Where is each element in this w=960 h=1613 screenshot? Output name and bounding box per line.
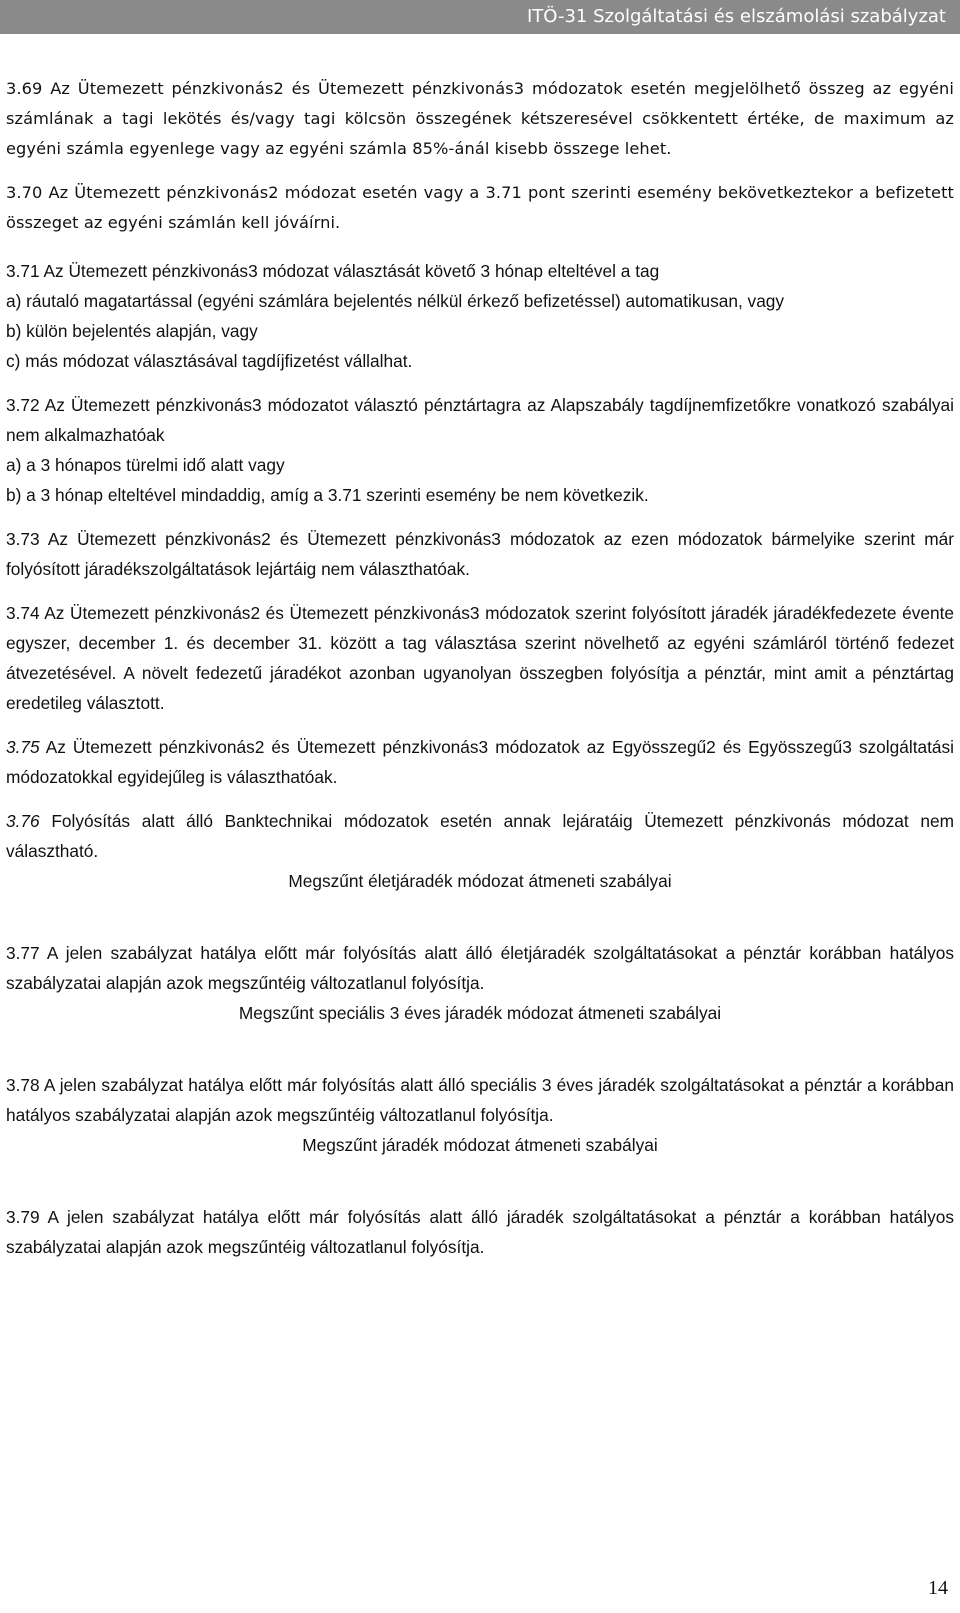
paragraph-3-71-item-c: c) más módozat választásával tagdíjfizetést vállalhat. [6,351,413,371]
page-header [0,0,960,34]
header-title: ITÖ-31 Szolgáltatási és elszámolási szabályzat [526,6,946,27]
paragraph-3-71-item-b: b) külön bejelentés alapján, vagy [6,321,258,341]
section-heading-jaradek: Megszűnt járadék módozat átmeneti szabályai [302,1135,658,1155]
section-heading-eletjaradek: Megszűnt életjáradék módozat átmeneti szabályai [288,871,672,891]
paragraph-3-76 [6,806,954,866]
paragraph-3-77: 3.77 A jelen szabályzat hatálya előtt már folyósítás alatt álló életjáradék szolgáltatásokat a pénztár korábban hatályos szabályzatai alapján azok megszűntéig változatlanul folyósítja. [6,943,954,993]
document-body [6,74,954,1262]
paragraph-3-69: 3.69 Az Ütemezett pénzkivonás2 és Ütemezett pénzkivonás3 módozatok esetén megjelölhető összeg az egyéni számlának a tagi lekötés és/vagy tagi kölcsön összegének kétszeresével csökkentett értéke, de maximum az egyéni számla egyenlege vagy az egyéni számla 85%-ánál kisebb összege lehet. [6,79,954,158]
paragraph-3-75-text: Az Ütemezett pénzkivonás2 és Ütemezett pénzkivonás3 módozatok az Egyösszegű2 és Egyösszegű3 szolgáltatási módozatokkal egyidejűleg is választhatóak. [6,737,954,787]
paragraph-3-78: 3.78 A jelen szabályzat hatálya előtt már folyósítás alatt álló speciális 3 éves járadék szolgáltatásokat a pénztár a korábban hatályos szabályzatai alapján azok megszűntéig változatlanul folyósítja. [6,1075,954,1125]
paragraph-3-73: 3.73 Az Ütemezett pénzkivonás2 és Ütemezett pénzkivonás3 módozatok az ezen módozatok bármelyike szerint már folyósított járadékszolgáltatások lejártáig nem választhatóak. [6,529,954,579]
paragraph-3-71-item-a: a) ráutaló magatartással (egyéni számlára bejelentés nélkül érkező befizetéssel) automatikusan, vagy [6,291,785,311]
paragraph-3-76-text: Folyósítás alatt álló Banktechnikai módozatok esetén annak lejáratáig Ütemezett pénzkivonás módozat nem választható. [6,811,954,861]
paragraph-3-74: 3.74 Az Ütemezett pénzkivonás2 és Ütemezett pénzkivonás3 módozatok szerint folyósított járadék járadékfedezete évente egyszer, december 1. és december 31. között a tag választása szerint növelhető az egyéni számláról történő fedezet átvezetésével. A növelt fedezetű járadékot azonban ugyanolyan összegben folyósítja a pénztár, mint amit a pénztártag eredetileg választott. [6,603,954,713]
paragraph-3-70: 3.70 Az Ütemezett pénzkivonás2 módozat esetén vagy a 3.71 pont szerinti esemény bekövetkeztekor a befizetett összeget az egyéni számlán kell jóváírni. [6,183,954,232]
paragraph-3-71-intro: 3.71 Az Ütemezett pénzkivonás3 módozat választását követő 3 hónap elteltével a tag [6,261,660,281]
paragraph-3-72-intro: 3.72 Az Ütemezett pénzkivonás3 módozatot választó pénztártagra az Alapszabály tagdíjnemfizetőkre vonatkozó szabályai nem alkalmazhatóak [6,395,954,445]
paragraph-3-79: 3.79 A jelen szabályzat hatálya előtt már folyósítás alatt álló járadék szolgáltatásokat a pénztár a korábban hatályos szabályzatai alapján azok megszűntéig változatlanul folyósítja. [6,1207,954,1257]
paragraph-3-72-item-a: a) a 3 hónapos türelmi idő alatt vagy [6,455,285,475]
paragraph-3-72-item-b: b) a 3 hónap elteltével mindaddig, amíg a 3.71 szerinti esemény be nem következik. [6,485,649,505]
paragraph-3-76-number: 3.76 [6,811,40,831]
section-heading-specialis-3-eves: Megszűnt speciális 3 éves járadék módozat átmeneti szabályai [238,1003,722,1023]
paragraph-3-75-number: 3.75 [6,737,40,757]
paragraph-3-75 [6,732,954,792]
page-number: 14 [928,1577,948,1599]
paragraph-3-72 [6,390,954,510]
paragraph-3-71 [6,256,954,376]
